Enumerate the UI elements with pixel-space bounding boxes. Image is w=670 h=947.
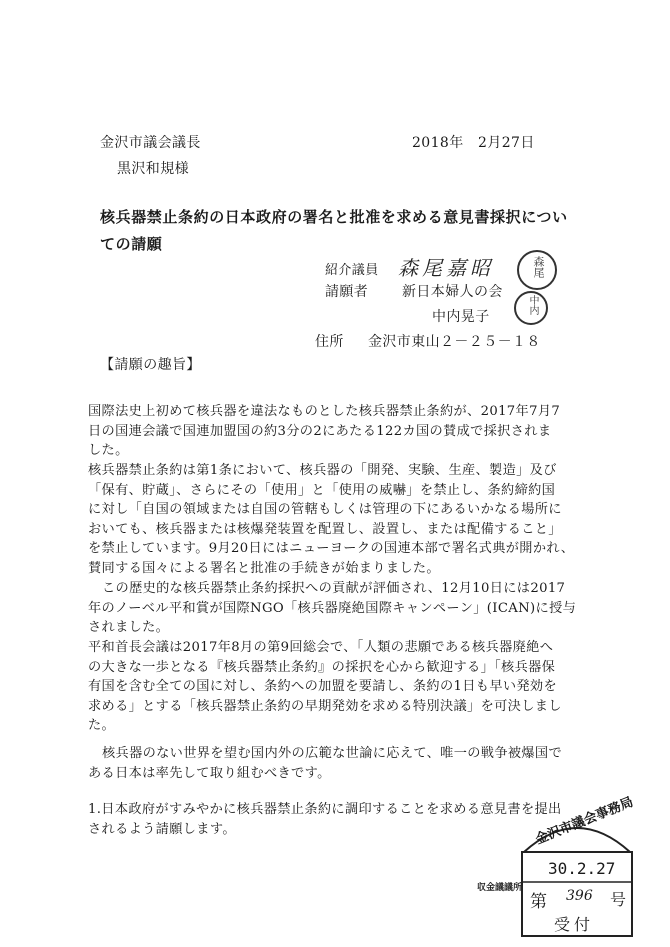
body-line: ある日本は率先して取り組むべきです。 [88,765,331,781]
body-line: を禁止しています。9月20日にはニューヨークの国連本部で署名式典が開かれ、 [88,541,575,556]
receipt-number-suffix: 号 [610,890,627,909]
body-line: した。 [88,443,129,458]
receipt-number: 396 [566,888,593,904]
petitioner-seal-text: 中内 [527,295,538,315]
document-title-line-1: 核兵器禁止条約の日本政府の署名と批准を求める意見書採択につい [100,208,568,226]
paragraph-3 [88,579,576,638]
section-heading: 【請願の趣旨】 [100,357,201,373]
body-line: されました。 [88,620,170,635]
body-line: 国際法史上初めて核兵器を違法なものとした核兵器禁止条約が、2017年7月7 [88,404,561,419]
introducer-seal-text: 森尾 [532,256,545,278]
receipt-stamp [518,794,636,940]
request-clause [88,800,562,839]
body-line: 平和首長会議は2017年8月の第9回総会で、「人類の悲願である核兵器廃絶へ [88,640,554,655]
addressee-title: 金沢市議会議長 [100,135,201,151]
introducer-seal [517,250,557,290]
body-line: の大きな一歩となる『核兵器禁止条約』の採択を心から歓迎する」「核兵器保 [88,659,556,675]
introducer-label: 紹介議員 [325,263,379,278]
body-line: 年のノーベル平和賞が国際NGO「核兵器廃絶国際キャンペーン」(ICAN)に授与 [88,600,577,616]
receipt-side-label: 収金議議所 [477,883,523,893]
paragraph-4 [88,638,562,736]
receipt-office: 金沢市議会事務局 [533,794,636,848]
petitioner-seal [514,291,548,325]
petitioner-organization: 新日本婦人の会 [402,284,503,300]
body-line: 賛同する国々による署名と批准の手続きが始まりました。 [88,560,440,576]
introducer-signature: 森尾嘉昭 [398,256,494,280]
receipt-date: 30.2.27 [548,859,616,878]
petitioner-label: 請願者 [325,284,369,300]
paragraph-5 [88,744,562,783]
paragraph-1 [88,402,560,461]
receipt-received: 受付 [554,915,595,934]
body-line: に対し「自国の領域または自国の管轄もしくは管理の下にあるいかなる場所に [88,502,562,517]
address-value: 金沢市東山２－２５－１８ [368,334,541,350]
document-title-line-2: ての請願 [100,235,163,253]
receipt-number-prefix: 第 [530,892,547,912]
paragraph-2 [88,461,574,578]
body-line: この歴史的な核兵器禁止条約採択への貢献が評価され、12月10日には2017 [102,581,566,596]
request-line: 1.日本政府がすみやかに核兵器禁止条約に調印することを求める意見書を提出 [88,802,562,817]
body-line: 求める」とする「核兵器禁止条約の早期発効を求める特別決議」を可決しまし [88,698,562,714]
addressee-name: 黒沢和規様 [117,161,189,177]
body-line: 核兵器禁止条約は第1条において、核兵器の「開発、実験、生産、製造」及び [88,463,557,478]
body-line: 有国を含む全ての国に対し、条約への加盟を要請し、条約の1日も早い発効を [88,679,558,694]
body-line: 日の国連会議で国連加盟国の約3分の2にあたる122カ国の賛成で採択されま [88,423,552,439]
body-line: 核兵器のない世界を望む国内外の広範な世論に応えて、唯一の戦争被爆国で [102,746,563,761]
document-date: 2018年 2月27日 [412,135,535,151]
body-line: た。 [88,718,116,733]
petitioner-name: 中内晃子 [432,309,490,325]
body-line: おいても、核兵器または核爆発装置を配置し、設置し、または配備すること」 [88,521,562,537]
request-line: されるよう請願します。 [88,821,236,837]
body-line: 「保有、貯蔵」、さらにその「使用」と「使用の威嚇」を禁止し、条約締約国 [88,482,556,498]
address-label: 住所 [315,334,344,350]
